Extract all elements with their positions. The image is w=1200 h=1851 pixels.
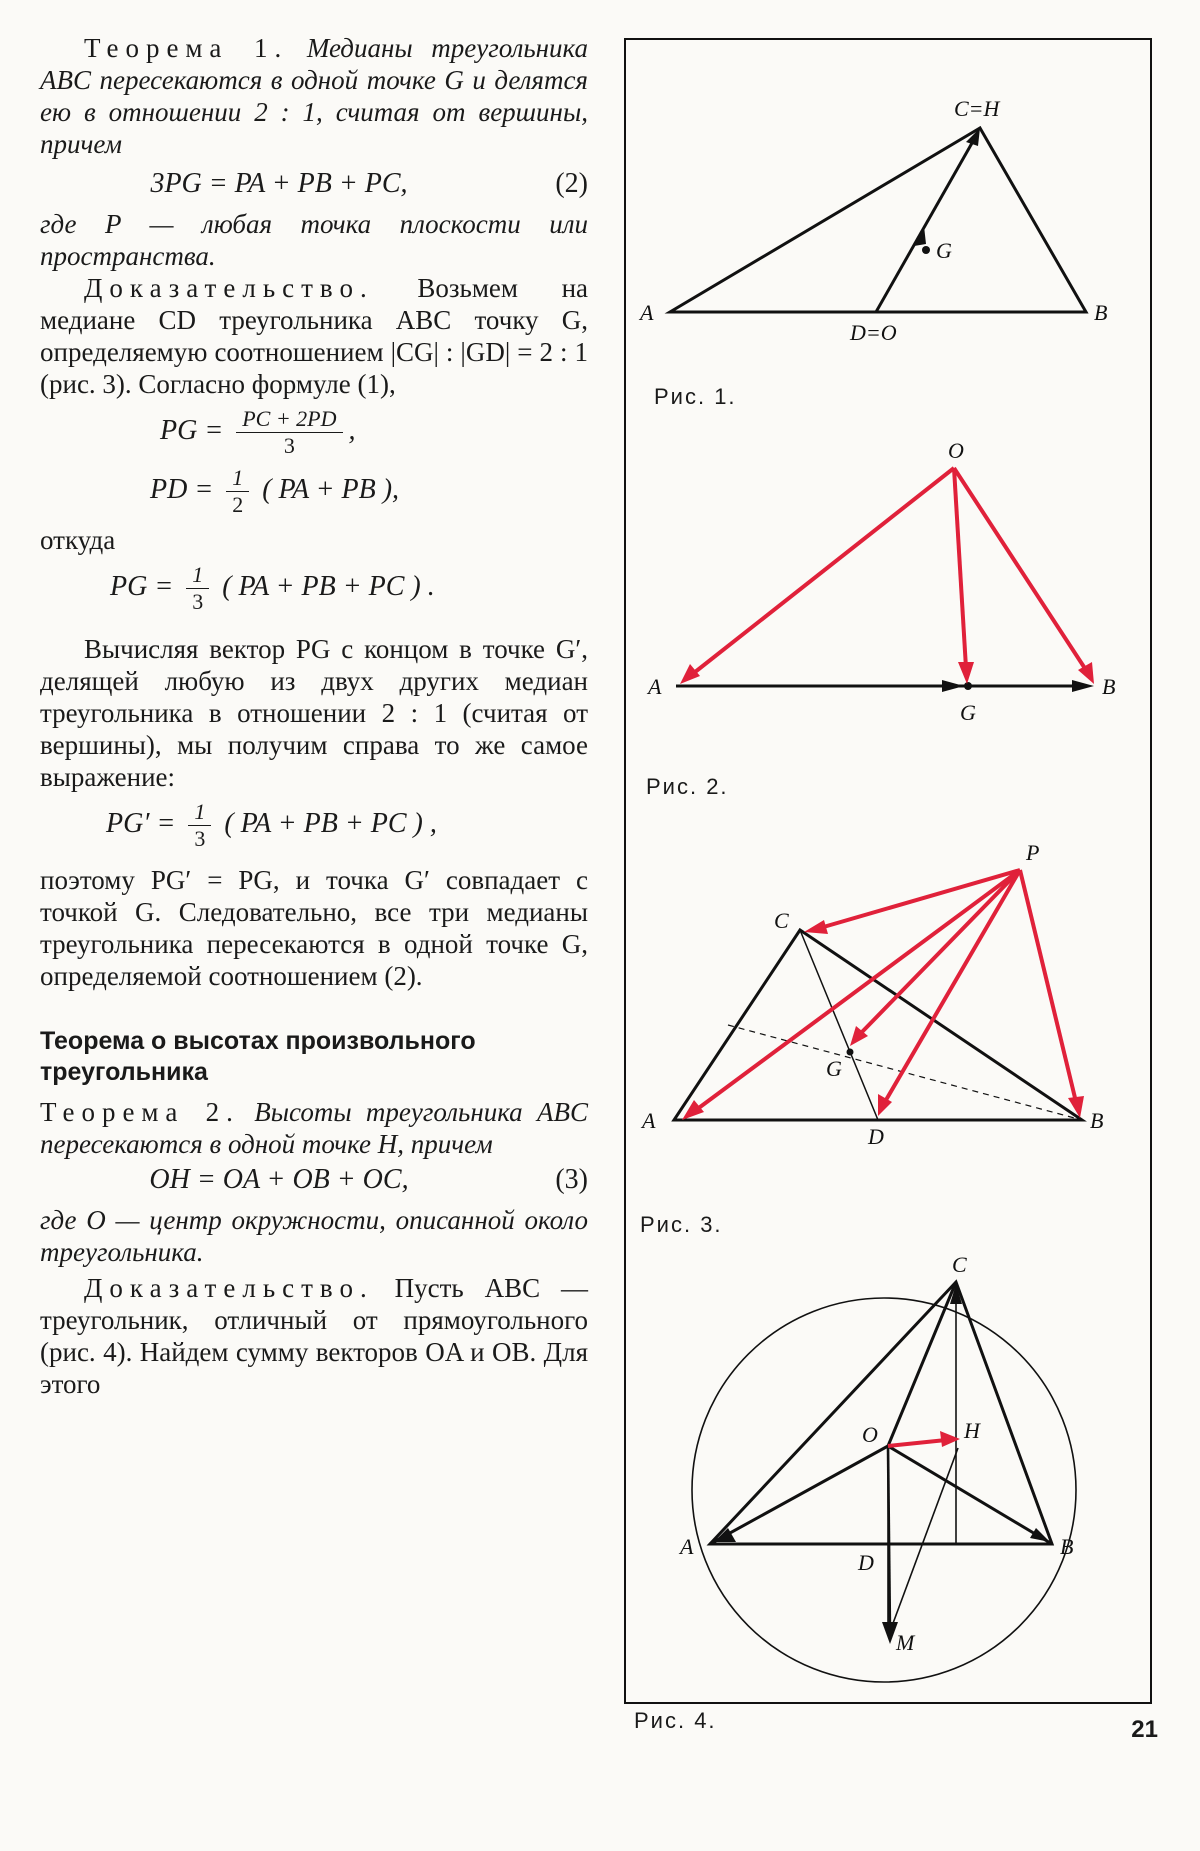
triangle-abc xyxy=(670,128,1086,312)
label-b: B xyxy=(1060,1534,1074,1559)
equation-pg-sum-fraction xyxy=(186,562,209,615)
label-c: C xyxy=(952,1252,967,1277)
segment-oc xyxy=(888,1282,956,1446)
equation-pg-prime-lhs: PG′ = xyxy=(106,807,176,839)
vector-pa xyxy=(696,870,1020,1110)
equation-pd xyxy=(40,465,588,518)
median-cd xyxy=(876,136,976,312)
equation-pg-sum xyxy=(40,562,588,615)
formula-2-number: (2) xyxy=(555,168,588,199)
theorem-2-label: Теорема 2. xyxy=(40,1097,240,1127)
triangle-abc xyxy=(674,930,1082,1120)
proof-2 xyxy=(40,1272,588,1400)
label-a: A xyxy=(642,1108,656,1133)
vector-ob xyxy=(954,468,1086,670)
equation-pg-sum-denominator: 3 xyxy=(192,589,204,614)
theorem-1 xyxy=(40,32,588,160)
equation-pd-rhs: ( PA + PB ), xyxy=(262,473,400,505)
caption-fig-1: Рис. 1. xyxy=(654,384,737,409)
vector-oh xyxy=(888,1440,946,1446)
caption-fig-3: Рис. 3. xyxy=(640,1212,723,1237)
figure-2 xyxy=(624,440,1152,740)
equation-pg-prime-fraction xyxy=(188,799,211,852)
equation-pd-fraction xyxy=(226,465,249,518)
equation-pg-prime-rhs: ( PA + PB + PC ) , xyxy=(224,807,437,839)
equation-pg-fraction xyxy=(236,406,342,459)
label-c: C xyxy=(774,908,789,933)
equation-pd-denominator: 2 xyxy=(232,492,244,517)
proof-2-label: Доказательство. xyxy=(84,1273,374,1303)
label-b: B xyxy=(1102,674,1116,699)
equation-pg-sum-lhs: PG = xyxy=(110,570,174,602)
point-g xyxy=(922,246,930,254)
formula-2-expression: 3PG = PA + PB + PC, xyxy=(150,168,408,199)
theorem-1-label: Теорема 1. xyxy=(84,33,289,63)
median-dashed xyxy=(728,1025,1082,1120)
caption-fig-2: Рис. 2. xyxy=(646,774,729,799)
paragraph-therefore: поэтому PG′ = PG, и точка G′ совпадает с точкой G. Следовательно, все три медианы треугольника пересекаются в одной точке G, определяемой соотношением (2). xyxy=(40,865,588,991)
figure-4 xyxy=(624,1250,1152,1700)
arrowhead-oh xyxy=(940,1431,960,1447)
label-d: D xyxy=(858,1550,874,1575)
label-o: O xyxy=(948,440,964,463)
figure-1 xyxy=(624,80,1152,360)
equation-pg-sum-rhs: ( PA + PB + PC ) . xyxy=(222,570,435,602)
equation-pg-lhs: PG = xyxy=(160,414,224,446)
equation-pd-numerator: 1 xyxy=(226,465,249,492)
arrowhead-g xyxy=(914,226,926,246)
arrowhead-og xyxy=(958,662,974,684)
equation-pg-sum-numerator: 1 xyxy=(186,562,209,589)
vector-oa xyxy=(690,468,954,676)
arrowhead-g-small xyxy=(942,680,964,692)
label-o: O xyxy=(862,1422,878,1447)
label-b: B xyxy=(1090,1108,1104,1133)
arrowhead-ob xyxy=(1078,662,1094,684)
equation-pg-prime-denominator: 3 xyxy=(194,826,206,851)
segment-ob xyxy=(888,1446,1052,1544)
figure-3 xyxy=(624,830,1152,1170)
theorem-2 xyxy=(40,1096,588,1160)
equation-pg-prime xyxy=(40,799,588,852)
formula-3-expression: OH = OA + OB + OC, xyxy=(149,1164,409,1195)
arrowhead-pd xyxy=(878,1094,892,1116)
page-number: 21 xyxy=(1131,1716,1158,1743)
label-d: D=O xyxy=(850,320,897,345)
proof-1-text: Возьмем на медиане CD треугольника ABC точку G, определяемую соотношением |CG| : |GD| = 2 : 1 (рис. 3). Согласно формуле (1), xyxy=(40,273,588,399)
proof-2-text: Пусть ABC — треугольник, отличный от прямоугольного (рис. 4). Найдем сумму векторов OA и OB. Для этого xyxy=(40,1273,588,1399)
segment-ao xyxy=(710,1446,888,1544)
vector-pb xyxy=(1020,870,1076,1102)
equation-pg: PG = $\frac{PC + 2PD}{3}$ , xyxy=(160,406,356,458)
label-g: G xyxy=(960,700,976,725)
segment-hm xyxy=(892,1448,958,1626)
label-h: H xyxy=(964,1418,980,1443)
proof-1 xyxy=(40,272,588,400)
label-p: P xyxy=(1026,840,1040,865)
where-p: где P — любая точка плоскости или пространства. xyxy=(40,209,588,271)
section-heading: Теорема о высотах произвольного треугольника xyxy=(40,1027,476,1086)
vector-og xyxy=(954,468,966,668)
otkuda: откуда xyxy=(40,525,116,555)
label-g: G xyxy=(936,238,952,263)
label-a: A xyxy=(680,1534,694,1559)
arrowhead-ab xyxy=(1072,680,1094,692)
label-a: A xyxy=(640,300,654,325)
label-c: C=H xyxy=(954,96,1000,121)
label-g: G xyxy=(826,1056,842,1081)
caption-fig-4: Рис. 4. xyxy=(634,1708,717,1733)
formula-2 xyxy=(40,168,588,208)
triangle-abc xyxy=(710,1282,1052,1544)
equation-pg-prime-numerator: 1 xyxy=(188,799,211,826)
paragraph-compute: Вычисляя вектор PG с концом в точке G′, делящей любую из двух других медиан треугольника в отношении 2 : 1 (считая от вершины), мы получим справа то же самое выражение: xyxy=(40,634,588,792)
text-column xyxy=(40,32,588,1400)
equation-pg-denominator: 3 xyxy=(283,433,295,458)
label-m: M xyxy=(896,1630,915,1655)
formula-3 xyxy=(40,1164,588,1204)
arrowhead-pc xyxy=(804,920,828,934)
formula-3-number: (3) xyxy=(555,1164,588,1195)
theorem-1-statement: Медианы треугольника ABC пересекаются в одной точке G и делятся ею в отношении 2 : 1, считая от вершины, причем xyxy=(40,33,588,159)
equation-pg-numerator: PC + 2PD xyxy=(236,406,342,433)
label-a: A xyxy=(648,674,662,699)
label-b: B xyxy=(1094,300,1108,325)
arrowhead-oa xyxy=(680,664,700,684)
point-g xyxy=(964,682,972,690)
proof-1-label: Доказательство. xyxy=(84,273,374,303)
equation-pd-lhs: PD = xyxy=(150,473,214,505)
point-g xyxy=(847,1049,854,1056)
where-o: где O — центр окружности, описанной около треугольника. xyxy=(40,1205,588,1267)
theorem-2-statement: Высоты треугольника ABC пересекаются в одной точке H, причем xyxy=(40,1097,588,1159)
label-d: D xyxy=(868,1124,884,1149)
